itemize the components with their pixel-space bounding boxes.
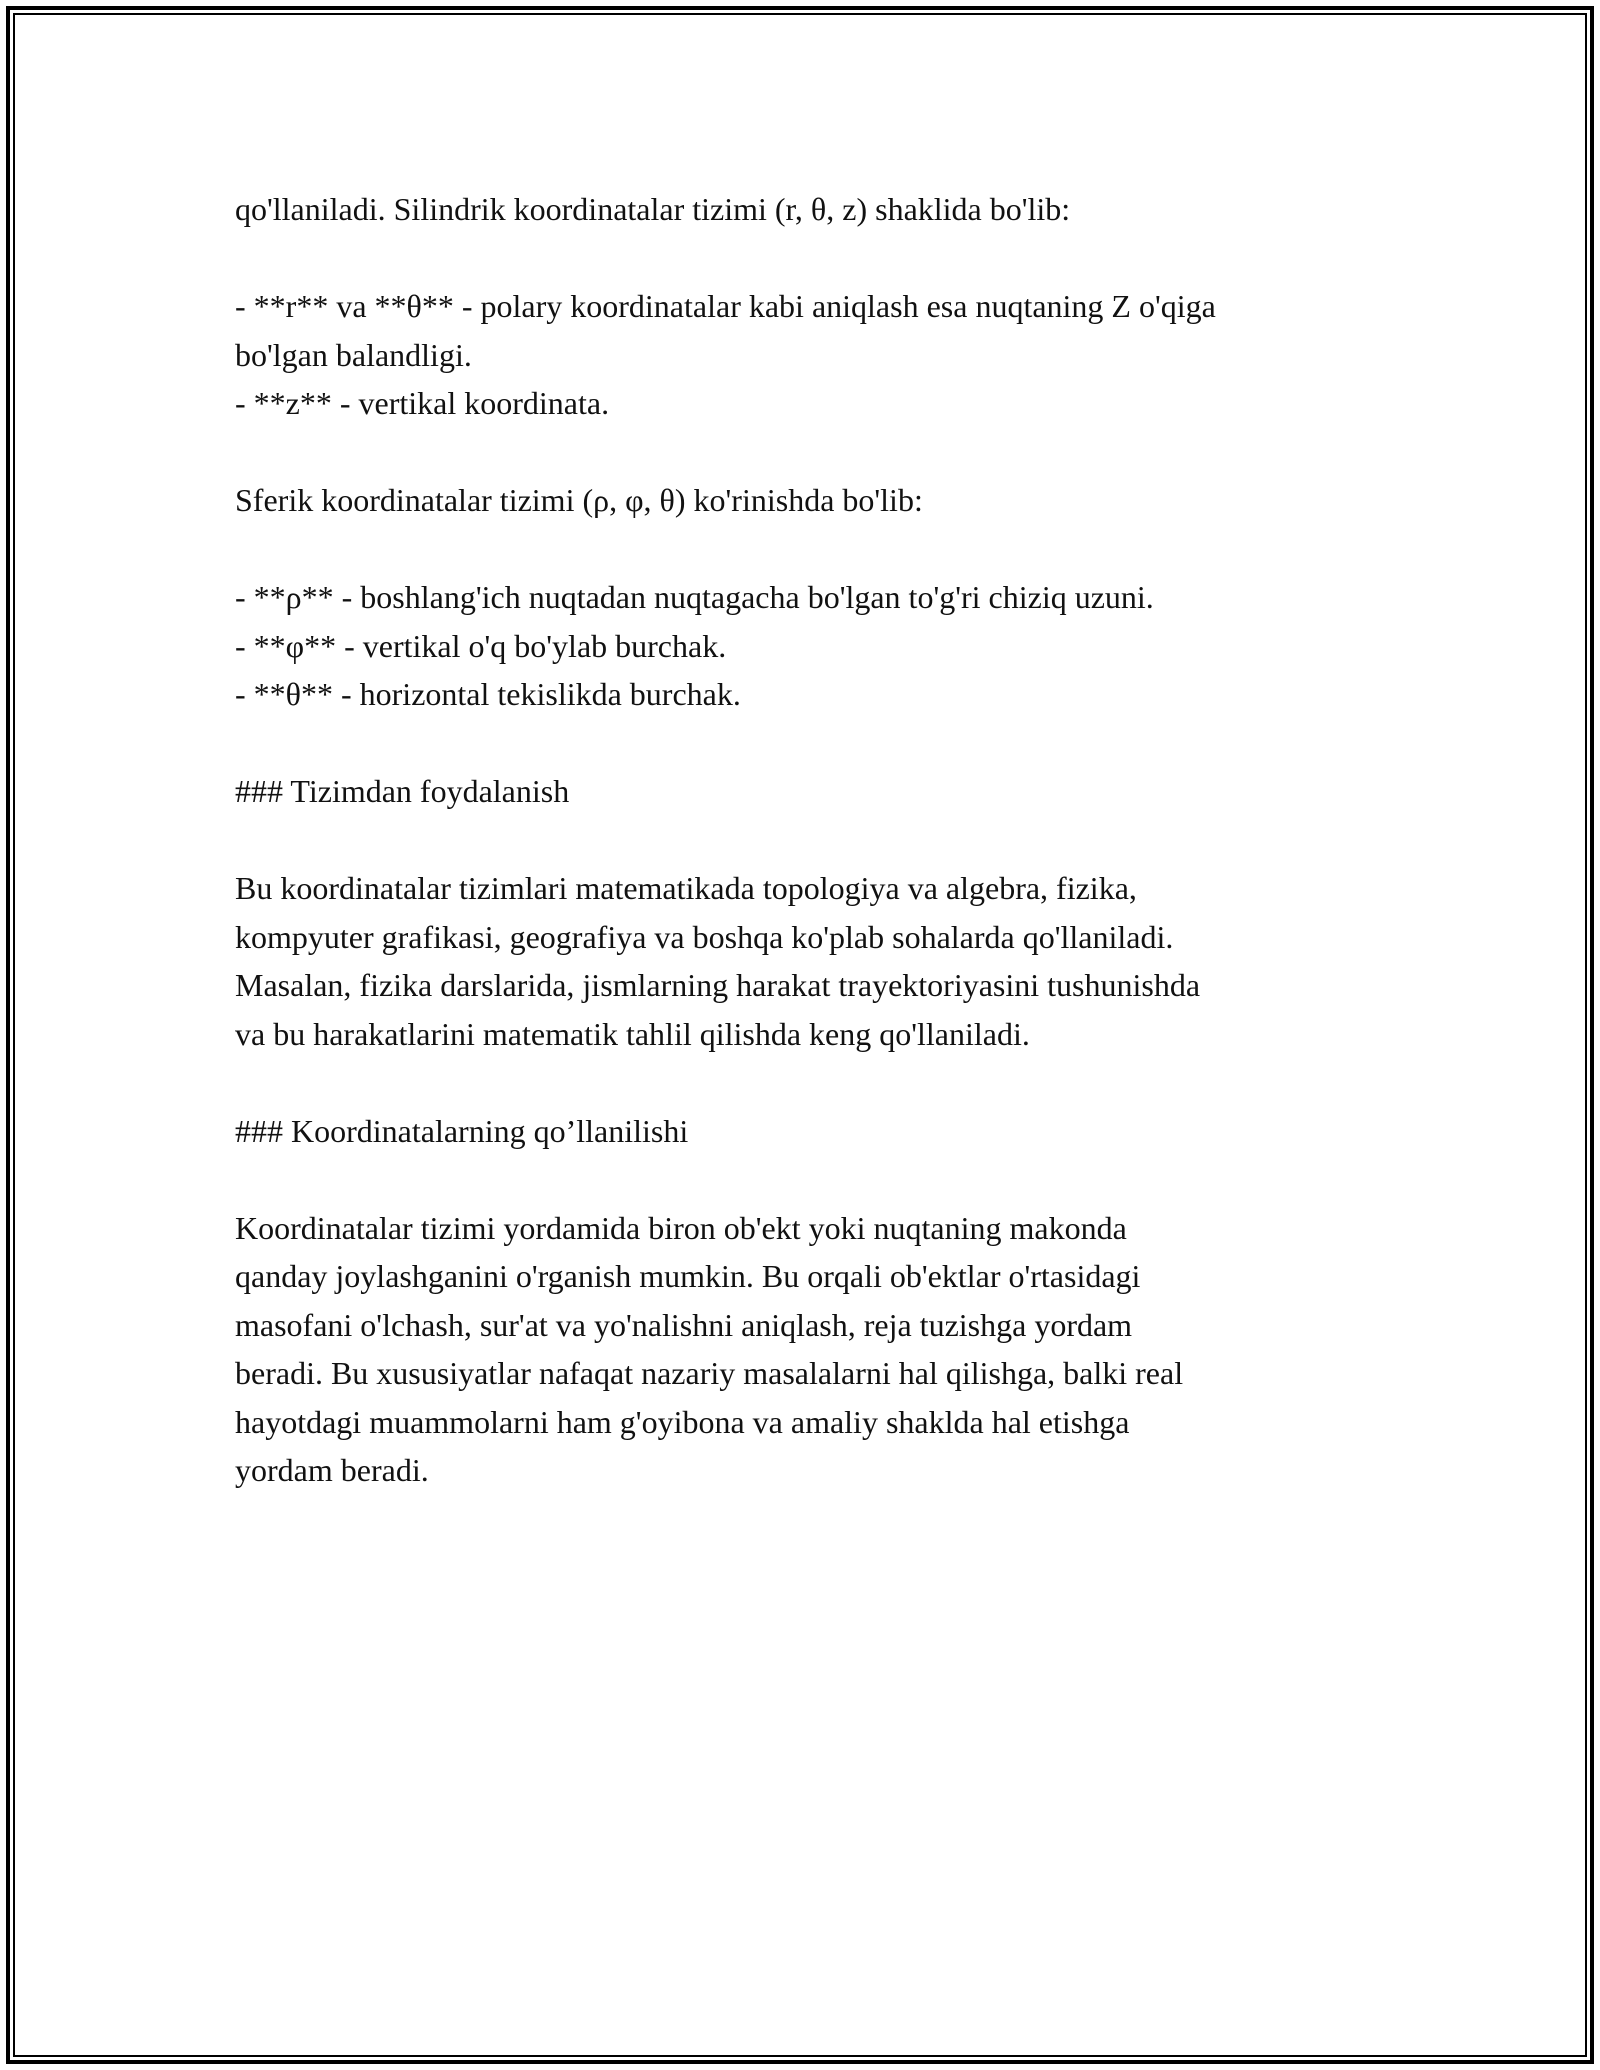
cylindrical-item-r-theta-continued: bo'lgan balandligi.: [235, 336, 472, 373]
heading-usage: ### Tizimdan foydalanish: [235, 773, 570, 809]
intro-line: qo'llaniladi. Silindrik koordinatalar tizimi (r, θ, z) shaklida bo'lib:: [235, 191, 1071, 227]
blank-line: [235, 234, 1385, 283]
usage-paragraph-line: kompyuter grafikasi, geografiya va boshqa ko'plab sohalarda qo'llaniladi.: [235, 918, 1174, 955]
cylindrical-item-r-theta: - **r** va **θ** - polary koordinatalar kabi aniqlash esa nuqtaning Z o'qiga: [235, 288, 1216, 324]
application-paragraph-line: beradi. Bu xususiyatlar nafaqat nazariy masalalarni hal qilishga, balki real: [235, 1355, 1184, 1391]
application-paragraph-line: Koordinatalar tizimi yordamida biron ob'ekt yoki nuqtaning makonda: [235, 1209, 1127, 1246]
usage-paragraph-line: Bu koordinatalar tizimlari matematikada topologiya va algebra, fizika,: [235, 870, 1137, 906]
usage-paragraph-line: va bu harakatlarini matematik tahlil qilishda keng qo'llaniladi.: [235, 1015, 1030, 1052]
spherical-item-theta: - **θ** - horizontal tekislikda burchak.: [235, 676, 741, 712]
blank-line: [235, 1155, 1385, 1204]
blank-line: [235, 816, 1385, 865]
spherical-item-rho: - **ρ** - boshlang'ich nuqtadan nuqtagacha bo'lgan to'g'ri chiziq uzuni.: [235, 579, 1154, 615]
spherical-item-phi: - **φ** - vertikal o'q bo'ylab burchak.: [235, 627, 727, 664]
blank-line: [235, 719, 1385, 768]
document-body: [235, 185, 1385, 1495]
heading-application: ### Koordinatalarning qo’llanilishi: [235, 1112, 689, 1149]
usage-paragraph-line: Masalan, fizika darslarida, jismlarning harakat trayektoriyasini tushunishda: [235, 967, 1201, 1003]
spherical-intro-line: Sferik koordinatalar tizimi (ρ, φ, θ) ko'rinishda bo'lib:: [235, 482, 923, 518]
cylindrical-item-z: - **z** - vertikal koordinata.: [235, 385, 610, 421]
blank-line: [235, 428, 1385, 477]
application-paragraph-line: hayotdagi muammolarni ham g'oyibona va amaliy shaklda hal etishga: [235, 1403, 1130, 1440]
application-paragraph-line: yordam beradi.: [235, 1452, 429, 1488]
blank-line: [235, 525, 1385, 574]
blank-line: [235, 1058, 1385, 1107]
application-paragraph-line: qanday joylashganini o'rganish mumkin. Bu orqali ob'ektlar o'rtasidagi: [235, 1258, 1141, 1294]
application-paragraph-line: masofani o'lchash, sur'at va yo'nalishni aniqlash, reja tuzishga yordam: [235, 1306, 1133, 1343]
